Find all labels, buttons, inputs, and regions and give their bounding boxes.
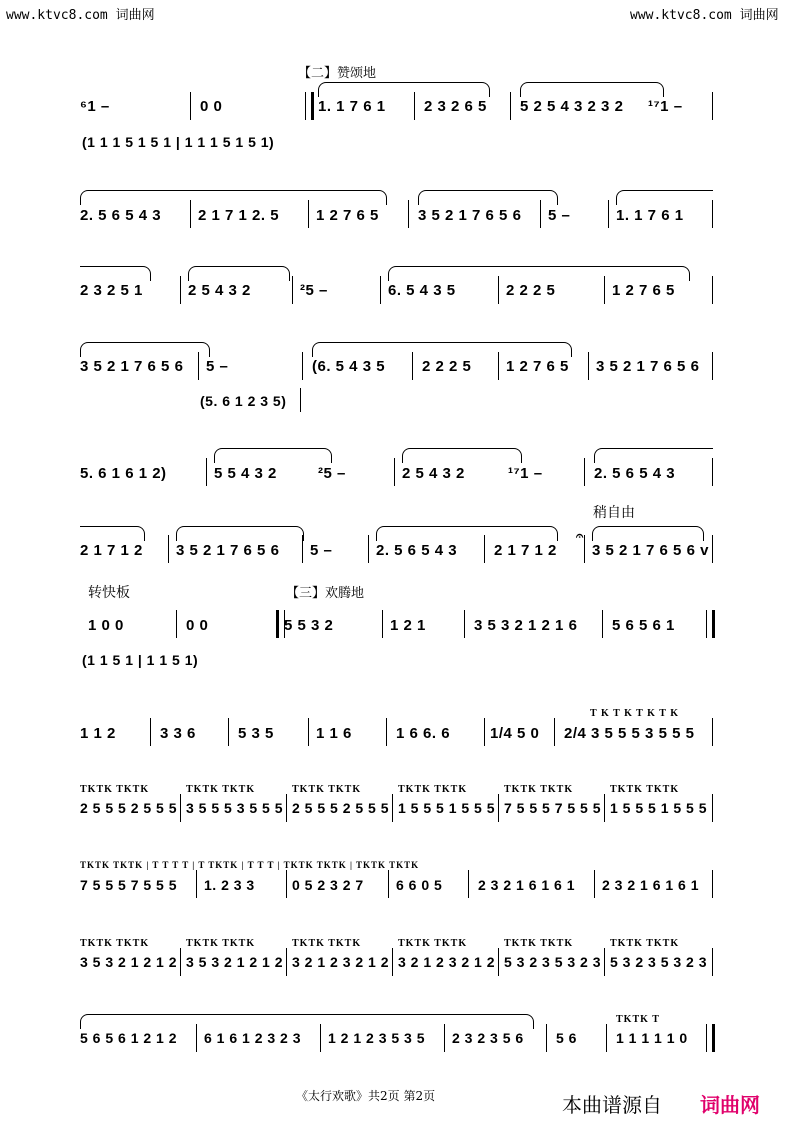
row7-m1: 1 0 0 (88, 617, 124, 634)
row8-m6: 1/4 5 0 (490, 725, 540, 742)
row11-tk-1: TKTK TKTK (80, 938, 150, 949)
row3-m4: 6. 5 4 3 5 (388, 282, 456, 299)
row12-m6: 1 1 1 1 1 0 (616, 1030, 688, 1046)
row4-m6: 3 5 2 1 7 6 5 6 (596, 358, 700, 375)
row12-m3: 1 2 1 2 3 5 3 5 (328, 1030, 426, 1046)
row5-m3: ²5 – (318, 465, 346, 482)
section-3-heading: 【三】欢腾地 (286, 586, 365, 601)
row2-m3: 1 2 7 6 5 (316, 207, 379, 224)
row11-m1: 3 5 3 2 1 2 1 2 (80, 954, 178, 970)
row11-m4: 3 2 1 2 3 2 1 2 (398, 954, 496, 970)
row2-m2: 2 1 7 1 2. 5 (198, 207, 280, 224)
row8-m5: 1 6 6. 6 (396, 725, 451, 742)
row5-m2: 5 5 4 3 2 (214, 465, 277, 482)
row1-sub: (1 1 1 5 1 5 1 | 1 1 1 5 1 5 1) (82, 134, 275, 150)
row12-m1: 5 6 5 6 1 2 1 2 (80, 1030, 178, 1046)
row4-m2: 5 – (206, 358, 229, 375)
row3-m5: 2 2 2 5 (506, 282, 556, 299)
row1-m6: ¹⁷1 – (648, 98, 683, 115)
row6-m3: 5 – (310, 542, 333, 559)
row8-m7: 2/4 3 5 5 5 3 5 5 5 (564, 725, 695, 742)
row8-m3: 5 3 5 (238, 725, 274, 742)
row4-m1: 3 5 2 1 7 6 5 6 (80, 358, 184, 375)
row7-m6: 5 6 5 6 1 (612, 617, 675, 634)
row10-m1: 7 5 5 5 7 5 5 5 (80, 877, 178, 893)
row10-m6: 2 3 2 1 6 1 6 1 (602, 877, 700, 893)
row1-m1: ⁶1 – (80, 98, 110, 115)
row9-tk-3: TKTK TKTK (292, 784, 362, 795)
row8-tk: T K T K T K T K (590, 708, 680, 719)
row11-m2: 3 5 3 2 1 2 1 2 (186, 954, 284, 970)
row6-m4: 2. 5 6 5 4 3 (376, 542, 458, 559)
row7-sub: (1 1 5 1 | 1 1 5 1) (82, 652, 199, 668)
row9-m2: 3 5 5 5 3 5 5 5 (186, 800, 284, 816)
row6-m5: 2 1 7 1 2 (494, 542, 557, 559)
row9-m3: 2 5 5 5 2 5 5 5 (292, 800, 390, 816)
row2-m5: 5 – (548, 207, 571, 224)
row5-m4: 2 5 4 3 2 (402, 465, 465, 482)
row11-tk-5: TKTK TKTK (504, 938, 574, 949)
row11-m3: 3 2 1 2 3 2 1 2 (292, 954, 390, 970)
row7-m4: 1 2 1 (390, 617, 426, 634)
row12-m5: 5 6 (556, 1030, 577, 1046)
row7-m3: 5 5 3 2 (284, 617, 334, 634)
row4-sub: (5. 6 1 2 3 5) (200, 393, 287, 409)
row4-m5: 1 2 7 6 5 (506, 358, 569, 375)
row10-m2: 1. 2 3 3 (204, 877, 255, 893)
row8-m2: 3 3 6 (160, 725, 196, 742)
row8-m4: 1 1 6 (316, 725, 352, 742)
row7-m2: 0 0 (186, 617, 209, 634)
row3-m1: 2 3 2 5 1 (80, 282, 143, 299)
row9-m6: 1 5 5 5 1 5 5 5 (610, 800, 708, 816)
row10-tk: TKTK TKTK | T T T T | T TKTK | T T T | TKTK TKTK | TKTK TKTK (80, 860, 420, 870)
row1-m3: 1. 1 7 6 1 (318, 98, 386, 115)
row4-m3: (6. 5 4 3 5 (312, 358, 386, 375)
site-logo: 词曲网 (700, 1093, 760, 1117)
tempo-faster: 转快板 (88, 585, 130, 601)
row9-tk-6: TKTK TKTK (610, 784, 680, 795)
row3-m6: 1 2 7 6 5 (612, 282, 675, 299)
row3-m2: 2 5 4 3 2 (188, 282, 251, 299)
row4-m4: 2 2 2 5 (422, 358, 472, 375)
row1-m2: 0 0 (200, 98, 223, 115)
page-footer: 《太行欢歌》共2页 第2页 (296, 1089, 436, 1103)
row2-m1: 2. 5 6 5 4 3 (80, 207, 162, 224)
row5-m5: ¹⁷1 – (508, 465, 543, 482)
row12-m4: 2 3 2 3 5 6 (452, 1030, 524, 1046)
watermark-right: www.ktvc8.com 词曲网 (630, 8, 779, 23)
row6-m2: 3 5 2 1 7 6 5 6 (176, 542, 280, 559)
row9-m5: 7 5 5 5 7 5 5 5 (504, 800, 602, 816)
row9-tk-4: TKTK TKTK (398, 784, 468, 795)
row9-tk-5: TKTK TKTK (504, 784, 574, 795)
row9-m1: 2 5 5 5 2 5 5 5 (80, 800, 178, 816)
row1-m4: 2 3 2 6 5 (424, 98, 487, 115)
row10-m4: 6 6 0 5 (396, 877, 443, 893)
tempo-slightly-free: 稍自由 (593, 505, 635, 521)
watermark-left: www.ktvc8.com 词曲网 (6, 8, 155, 23)
row3-m3: ²5 – (300, 282, 328, 299)
row7-m5: 3 5 3 2 1 2 1 6 (474, 617, 578, 634)
row6-m6: 3 5 2 1 7 6 5 6 v (592, 542, 709, 559)
fermata-icon: 𝄐 (576, 528, 584, 543)
row10-m5: 2 3 2 1 6 1 6 1 (478, 877, 576, 893)
row9-m4: 1 5 5 5 1 5 5 5 (398, 800, 496, 816)
row12-m2: 6 1 6 1 2 3 2 3 (204, 1030, 302, 1046)
row5-m6: 2. 5 6 5 4 3 (594, 465, 676, 482)
row11-tk-4: TKTK TKTK (398, 938, 468, 949)
row11-m6: 5 3 2 3 5 3 2 3 (610, 954, 708, 970)
row11-tk-2: TKTK TKTK (186, 938, 256, 949)
row2-m4: 3 5 2 1 7 6 5 6 (418, 207, 522, 224)
row9-tk-2: TKTK TKTK (186, 784, 256, 795)
source-logo-text: 本曲谱源自 (562, 1093, 662, 1117)
row11-tk-6: TKTK TKTK (610, 938, 680, 949)
section-2-heading: 【二】赞颂地 (298, 66, 377, 81)
row9-tk-1: TKTK TKTK (80, 784, 150, 795)
row8-m1: 1 1 2 (80, 725, 116, 742)
row11-m5: 5 3 2 3 5 3 2 3 (504, 954, 602, 970)
row11-tk-3: TKTK TKTK (292, 938, 362, 949)
row1-m5: 5 2 5 4 3 2 3 2 (520, 98, 624, 115)
row12-tk: TKTK T (616, 1014, 660, 1025)
row5-m1: 5. 6 1 6 1 2) (80, 465, 167, 482)
row2-m6: 1. 1 7 6 1 (616, 207, 684, 224)
row10-m3: 0 5 2 3 2 7 (292, 877, 364, 893)
row6-m1: 2 1 7 1 2 (80, 542, 143, 559)
